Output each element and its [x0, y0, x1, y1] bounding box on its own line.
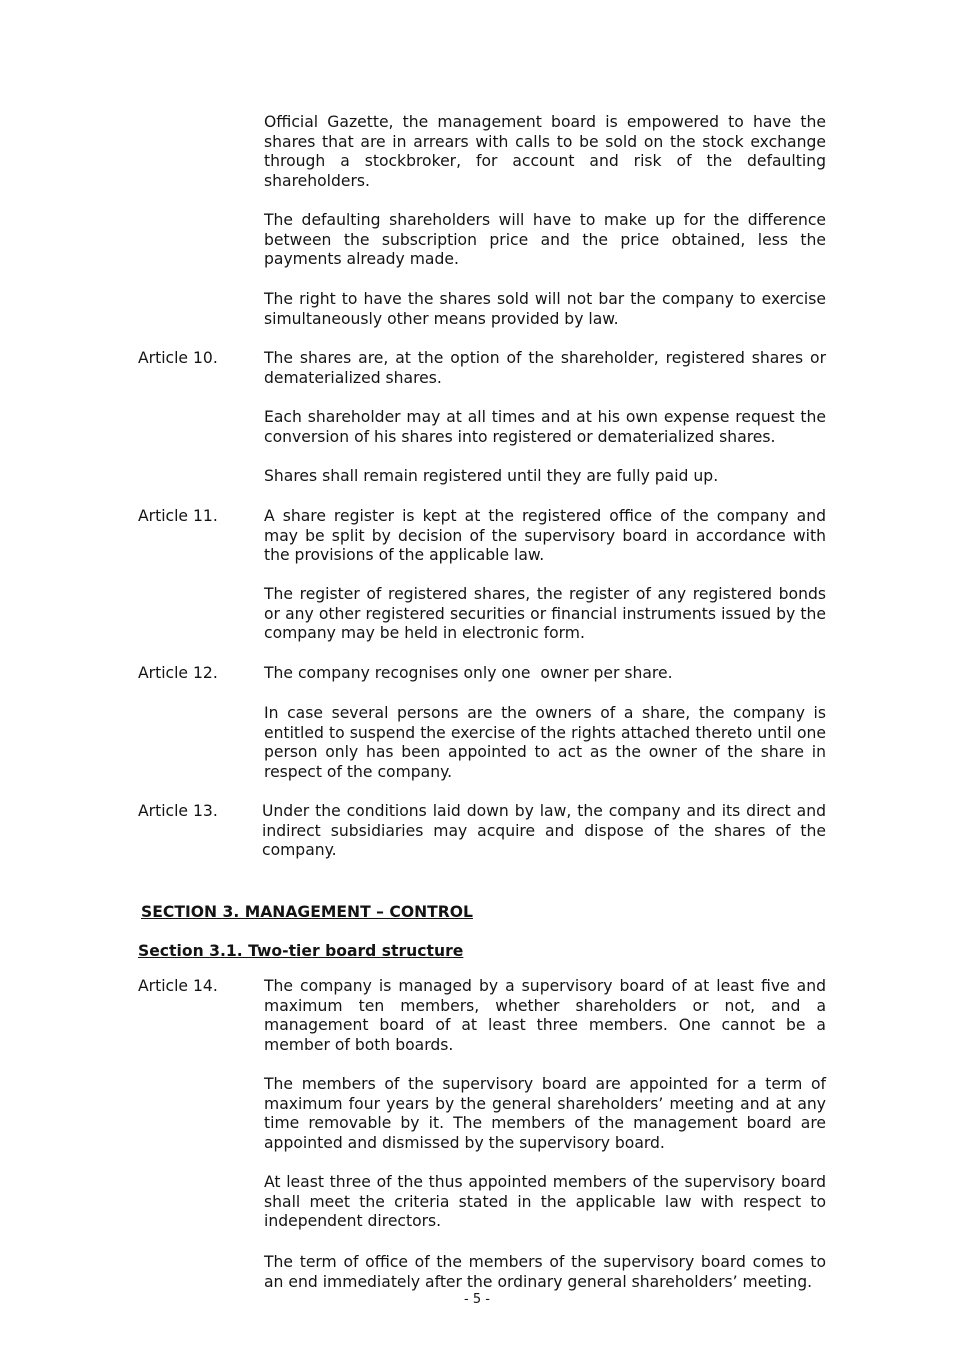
article-14-label: Article 14. — [138, 977, 218, 995]
paragraph-intro-3: The right to have the shares sold will not bar the company to exercise simultaneously other means provided by law. — [264, 290, 826, 328]
article-12-label: Article 12. — [138, 664, 218, 682]
paragraph-intro-2: The defaulting shareholders will have to make up for the difference between the subscription price and the price obtained, less the payments already made. — [264, 211, 826, 269]
article-12-paragraph-2: In case several persons are the owners of a share, the company is entitled to suspend the exercise of the rights attached thereto until one person only has been appointed to act as the owner of the share in respect of the company. — [264, 704, 826, 781]
article-12-paragraph-1: The company recognises only one owner per share. — [264, 664, 673, 682]
article-10-paragraph-1: The shares are, at the option of the shareholder, registered shares or dematerialized shares. — [264, 349, 826, 387]
article-14-paragraph-3: At least three of the thus appointed members of the supervisory board shall meet the criteria stated in the applicable law with respect to independent directors. — [264, 1173, 826, 1231]
article-11-paragraph-1: A share register is kept at the registered office of the company and may be split by decision of the supervisory board in accordance with the provisions of the applicable law. — [264, 507, 826, 565]
article-13-paragraph-1: Under the conditions laid down by law, the company and its direct and indirect subsidiaries may acquire and dispose of the shares of the company. — [262, 802, 826, 860]
article-10-label: Article 10. — [138, 349, 218, 367]
page-number: - 5 - — [464, 1292, 490, 1307]
article-10-paragraph-2: Each shareholder may at all times and at his own expense request the conversion of his shares into registered or dematerialized shares. — [264, 408, 826, 446]
article-11-paragraph-2: The register of registered shares, the register of any registered bonds or any other registered securities or financial instruments issued by the company may be held in electronic form. — [264, 585, 826, 643]
article-13-label: Article 13. — [138, 802, 218, 820]
article-14-paragraph-2: The members of the supervisory board are appointed for a term of maximum four years by the general shareholders’ meeting and at any time removable by it. The members of the management board are appointed and dismissed by the supervisory board. — [264, 1075, 826, 1152]
article-10-paragraph-3: Shares shall remain registered until they are fully paid up. — [264, 467, 719, 485]
article-14-paragraph-1: The company is managed by a supervisory board of at least five and maximum ten members, whether shareholders or not, and a management board of at least three members. One cannot be a member of both boards. — [264, 977, 826, 1054]
paragraph-intro-1: Official Gazette, the management board is empowered to have the shares that are in arrears with calls to be sold on the stock exchange through a stockbroker, for account and risk of the defaulting shareholders. — [264, 113, 826, 190]
subsection-heading: Section 3.1. Two-tier board structure — [138, 942, 464, 960]
section-heading: SECTION 3. MANAGEMENT – CONTROL — [141, 903, 473, 921]
article-14-paragraph-4: The term of office of the members of the supervisory board comes to an end immediately after the ordinary general shareholders’ meeting. — [264, 1253, 826, 1291]
article-11-label: Article 11. — [138, 507, 218, 525]
